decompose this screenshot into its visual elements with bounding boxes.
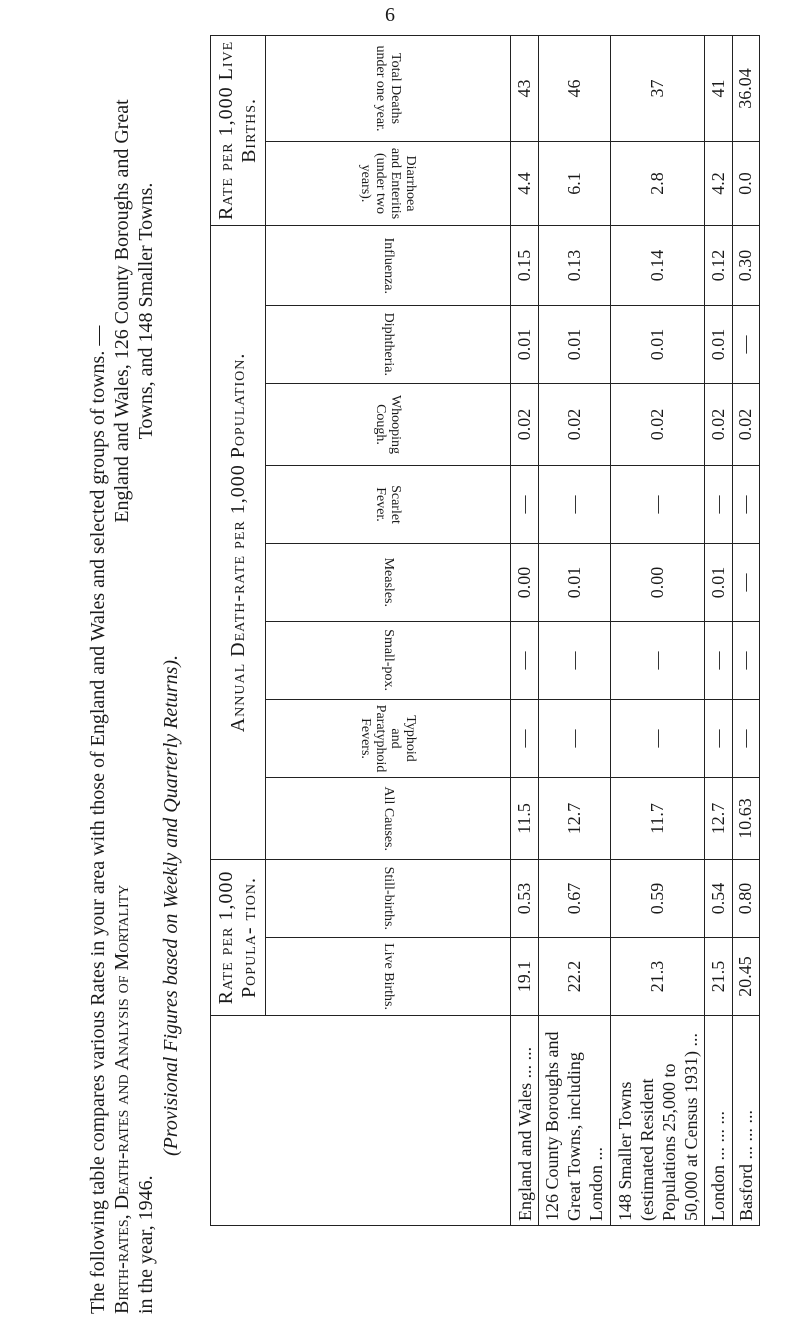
- table-cell: 0.67: [538, 859, 610, 937]
- table-cell: 4.4: [511, 141, 538, 225]
- col-header: Typhoid and Paratyphoid Fevers.: [266, 699, 511, 777]
- brace-line-1: England and Wales, 126 County Boroughs and Great: [111, 99, 133, 523]
- col-header: Small-pox.: [266, 621, 511, 699]
- table-cell: 0.01: [511, 305, 538, 383]
- table-cell: 0.0: [732, 141, 759, 225]
- table-cell: 43: [511, 35, 538, 141]
- table-cell: 19.1: [511, 938, 538, 1016]
- table-cell: —: [511, 465, 538, 543]
- row-label: 148 Smaller Towns (estimated Resident Populations 25,000 to 50,000 at Census 1931) ...: [610, 1016, 704, 1226]
- table-cell: 21.5: [705, 938, 732, 1016]
- table-row: [538, 35, 610, 1225]
- col-header: Diarrhoea and Enteritis (under two years).: [266, 141, 511, 225]
- table-cell: 0.80: [732, 859, 759, 937]
- col-header: Whooping Cough.: [266, 383, 511, 465]
- table-row: [610, 35, 704, 1225]
- page-number: 6: [385, 4, 395, 26]
- table-row: [705, 35, 732, 1225]
- table-cell: 0.12: [705, 225, 732, 305]
- table-cell: 0.01: [538, 543, 610, 621]
- label-header: [211, 1016, 511, 1226]
- table-cell: 20.45: [732, 938, 759, 1016]
- table-cell: 0.53: [511, 859, 538, 937]
- table-cell: 6.1: [538, 141, 610, 225]
- table-cell: 4.2: [705, 141, 732, 225]
- table-cell: 22.2: [538, 938, 610, 1016]
- table-cell: 0.00: [610, 543, 704, 621]
- col-header: Still-births.: [266, 859, 511, 937]
- table-cell: 12.7: [538, 777, 610, 859]
- table-cell: —: [610, 465, 704, 543]
- intro-line-1: The following table compares various Rates in your area with those of England and Wales and selected groups of towns. —: [87, 325, 109, 1314]
- table-cell: 0.59: [610, 859, 704, 937]
- table-cell: —: [732, 699, 759, 777]
- row-label: London ... ... ...: [705, 1016, 732, 1226]
- provisional-note: (Provisional Figures based on Weekly and Quarterly Returns).: [160, 654, 182, 1156]
- table-cell: 0.02: [511, 383, 538, 465]
- table-cell: 0.01: [538, 305, 610, 383]
- col-header: Influenza.: [266, 225, 511, 305]
- table-cell: 11.7: [610, 777, 704, 859]
- intro-line-2: Birth-rates, Death-rates and Analysis of Mortality: [111, 884, 133, 1314]
- table-cell: 2.8: [610, 141, 704, 225]
- table-cell: —: [732, 621, 759, 699]
- table-cell: 0.02: [538, 383, 610, 465]
- table-cell: 10.63: [732, 777, 759, 859]
- table-cell: 0.02: [610, 383, 704, 465]
- table-cell: —: [610, 621, 704, 699]
- table-cell: 36.04: [732, 35, 759, 141]
- table-cell: 0.15: [511, 225, 538, 305]
- table-cell: —: [705, 465, 732, 543]
- table-cell: 0.30: [732, 225, 759, 305]
- table-cell: 0.02: [705, 383, 732, 465]
- table-cell: 0.54: [705, 859, 732, 937]
- table-cell: —: [511, 699, 538, 777]
- table-cell: —: [538, 621, 610, 699]
- rate-live-births-header: Rate per 1,000 Live Births.: [211, 35, 266, 225]
- table-cell: 11.5: [511, 777, 538, 859]
- table-cell: 0.02: [732, 383, 759, 465]
- table-cell: —: [732, 465, 759, 543]
- row-label: England and Wales ... ...: [511, 1016, 538, 1226]
- table-cell: 0.14: [610, 225, 704, 305]
- table-cell: —: [732, 305, 759, 383]
- table-row: [511, 35, 538, 1225]
- rate-per-population-header: Rate per 1,000 Popula- tion.: [211, 859, 266, 1015]
- table-cell: 0.01: [705, 305, 732, 383]
- annual-death-rate-header: Annual Death-rate per 1,000 Population.: [211, 225, 266, 859]
- table-cell: 21.3: [610, 938, 704, 1016]
- table-cell: 0.00: [511, 543, 538, 621]
- brace-line-2: Towns, and 148 Smaller Towns.: [135, 182, 157, 440]
- col-header: All Causes.: [266, 777, 511, 859]
- row-label: 126 County Boroughs and Great Towns, including London ...: [538, 1016, 610, 1226]
- row-label: Basford ... ... ...: [732, 1016, 759, 1226]
- col-header: Total Deaths under one year.: [266, 35, 511, 141]
- table-cell: —: [538, 465, 610, 543]
- col-header: Diphtheria.: [266, 305, 511, 383]
- mortality-table: [210, 35, 760, 1226]
- table-cell: 41: [705, 35, 732, 141]
- table-cell: 0.13: [538, 225, 610, 305]
- table-cell: 0.01: [610, 305, 704, 383]
- col-header: Live Births.: [266, 938, 511, 1016]
- table-cell: 46: [538, 35, 610, 141]
- col-header: Scarlet Fever.: [266, 465, 511, 543]
- table-cell: 12.7: [705, 777, 732, 859]
- table-cell: —: [511, 621, 538, 699]
- table-cell: —: [610, 699, 704, 777]
- table-cell: 0.01: [705, 543, 732, 621]
- intro-line-3: in the year, 1946.: [135, 1175, 157, 1314]
- brace-text: [110, 46, 158, 576]
- table-cell: —: [538, 699, 610, 777]
- table-cell: —: [705, 699, 732, 777]
- col-header: Measles.: [266, 543, 511, 621]
- table-cell: —: [732, 543, 759, 621]
- table-cell: —: [705, 621, 732, 699]
- table-row: [732, 35, 759, 1225]
- table-cell: 37: [610, 35, 704, 141]
